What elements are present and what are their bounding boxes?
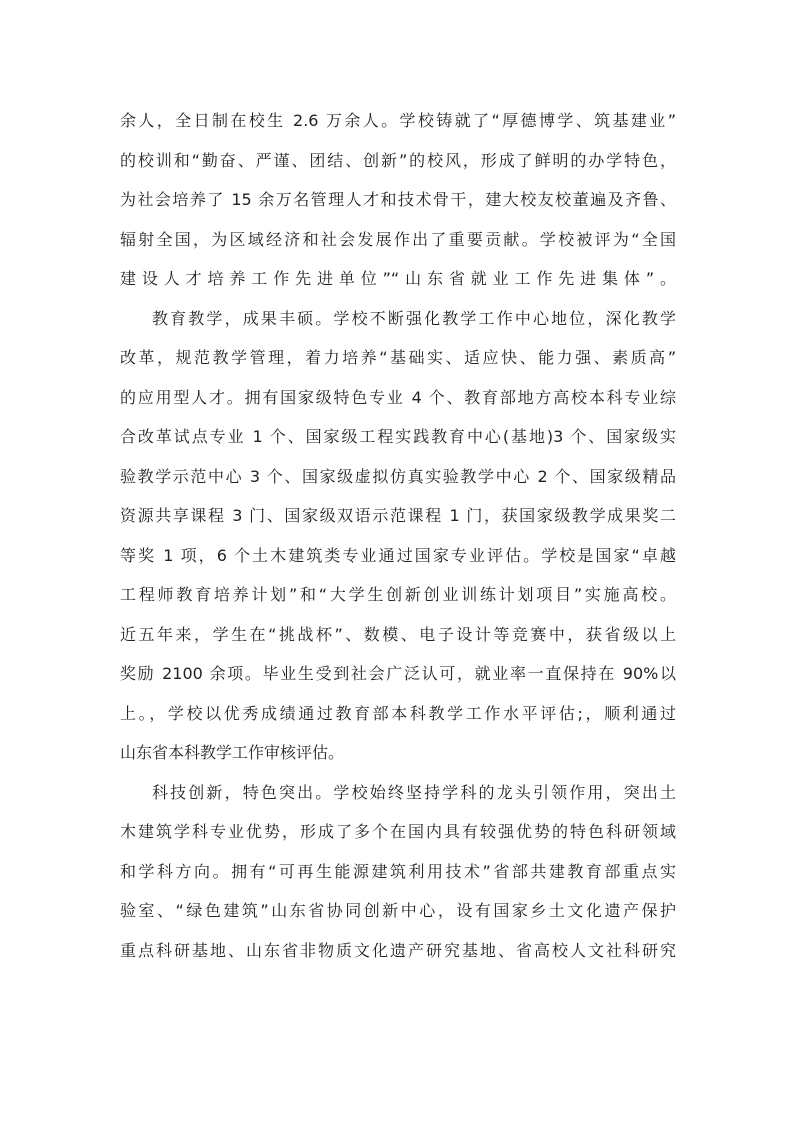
text-line: 合改革试点专业 1 个、国家级工程实践教育中心(基地)3 个、国家级实 <box>120 427 676 446</box>
text-line: 奖励 2100 余项。毕业生受到社会广泛认可，就业率一直保持在 90%以 <box>120 664 676 683</box>
paragraph-start-line: 教育教学，成果丰硕。学校不断强化教学工作中心地位，深化教学 <box>152 308 676 328</box>
text-line: 验室、“绿色建筑”山东省协同创新中心，设有国家乡土文化遗产保护 <box>120 901 676 920</box>
text-line: 工程师教育培养计划”和“大学生创新创业训练计划项目”实施高校。 <box>120 585 676 604</box>
paragraph-start-line: 科技创新，特色突出。学校始终坚持学科的龙头引领作用，突出土 <box>152 782 676 802</box>
text-line: 的应用型人才。拥有国家级特色专业 4 个、教育部地方高校本科专业综 <box>120 387 676 407</box>
text-line: 改革，规范教学管理，着力培养“基础实、适应快、能力强、素质高” <box>120 348 676 367</box>
text-line: 等奖 1 项，6 个土木建筑类专业通过国家专业评估。学校是国家“卓越 <box>120 545 676 565</box>
text-line: 的校训和“勤奋、严谨、团结、创新”的校风，形成了鲜明的办学特色， <box>120 150 676 170</box>
text-line: 木建筑学科专业优势，形成了多个在国内具有较强优势的特色科研领域 <box>120 822 676 841</box>
paragraph-end-line: 山东省本科教学工作审核评估。 <box>120 743 345 762</box>
text-line: 重点科研基地、山东省非物质文化遗产研究基地、省高校人文社科研究 <box>120 940 676 960</box>
text-line: 上。，学校以优秀成绩通过教育部本科教学工作水平评估;，顺利通过 <box>120 703 676 723</box>
document-body <box>120 101 676 970</box>
text-line: 建设人才培养工作先进单位”“山东省就业工作先进集体”。 <box>120 269 676 288</box>
text-line: 近五年来，学生在“挑战杯”、数模、电子设计等竞赛中，获省级以上 <box>120 624 676 644</box>
text-line: 辐射全国，为区域经济和社会发展作出了重要贡献。学校被评为“全国 <box>120 229 676 249</box>
text-line: 和学科方向。拥有“可再生能源建筑利用技术”省部共建教育部重点实 <box>120 861 676 881</box>
text-line: 验教学示范中心 3 个、国家级虚拟仿真实验教学中心 2 个、国家级精品 <box>120 466 676 486</box>
text-line: 资源共享课程 3 门、国家级双语示范课程 1 门，获国家级教学成果奖二 <box>120 506 676 525</box>
text-line: 为社会培养了 15 余万名管理人才和技术骨干，建大校友校董遍及齐鲁、 <box>120 190 676 209</box>
text-line: 余人，全日制在校生 2.6 万余人。学校铸就了“厚德博学、筑基建业” <box>120 111 676 130</box>
